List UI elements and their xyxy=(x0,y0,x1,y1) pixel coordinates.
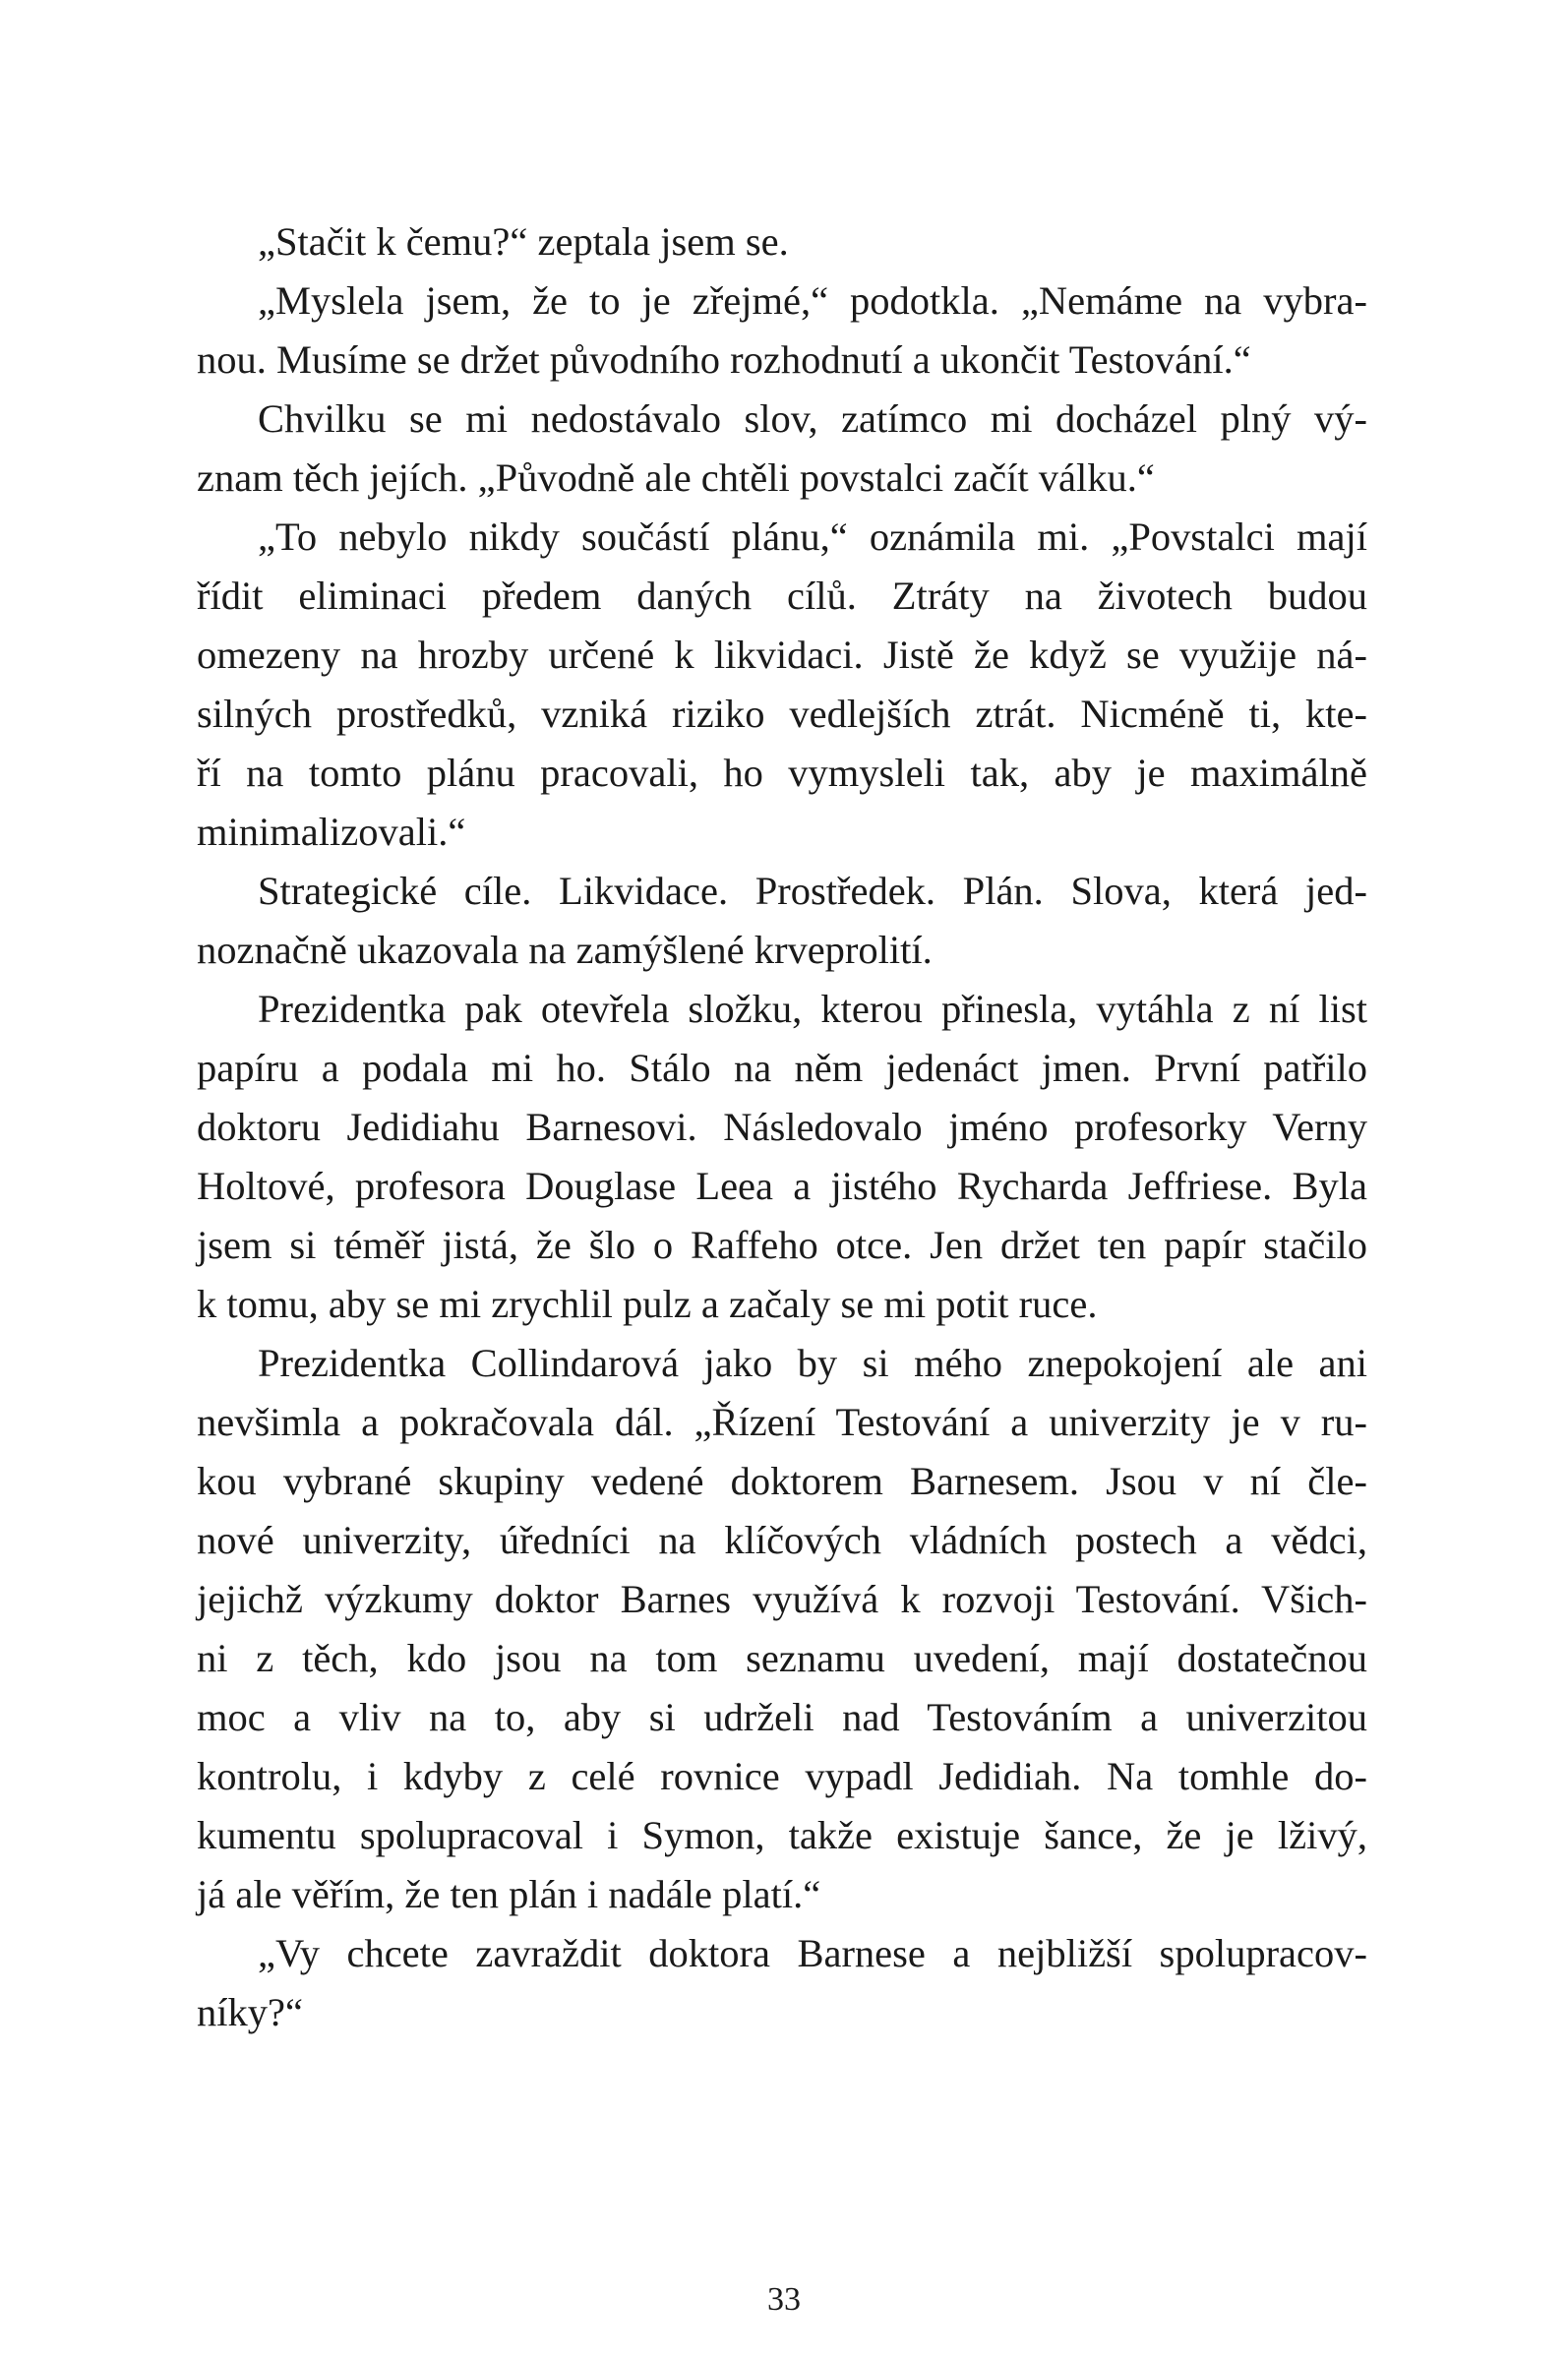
text-line: nové univerzity, úředníci na klíčových vládních postech a vědci, xyxy=(197,1518,1367,1562)
text-line: doktoru Jedidiahu Barnesovi. Následovalo jméno profesorky Verny xyxy=(197,1105,1367,1149)
text-line: Strategické cíle. Likvidace. Prostředek. Plán. Slova, která jed- xyxy=(258,869,1367,913)
text-line: noznačně ukazovala na zamýšlené krveprolití. xyxy=(197,928,933,972)
text-line: „Stačit k čemu?“ zeptala jsem se. xyxy=(258,219,789,264)
text-line: znam těch jejích. „Původně ale chtěli povstalci začít válku.“ xyxy=(197,455,1155,500)
page-number: 33 xyxy=(767,2281,801,2318)
text-line: nevšimla a pokračovala dál. „Řízení Testování a univerzity je v ru- xyxy=(197,1400,1367,1444)
text-line: Prezidentka pak otevřela složku, kterou přinesla, vytáhla z ní list xyxy=(258,987,1367,1031)
text-line: řídit eliminaci předem daných cílů. Ztráty na životech budou xyxy=(197,574,1367,618)
text-line: omezeny na hrozby určené k likvidaci. Jistě že když se využije ná- xyxy=(197,633,1367,677)
text-line: já ale věřím, že ten plán i nadále platí.“ xyxy=(197,1872,821,1916)
text-line: papíru a podala mi ho. Stálo na něm jedenáct jmen. První patřilo xyxy=(197,1046,1367,1090)
text-line: ří na tomto plánu pracovali, ho vymysleli tak, aby je maximálně xyxy=(197,751,1367,795)
text-line: kontrolu, i kdyby z celé rovnice vypadl Jedidiah. Na tomhle do- xyxy=(197,1754,1367,1798)
text-line: kumentu spolupracoval i Symon, takže existuje šance, že je lživý, xyxy=(197,1813,1367,1857)
text-line: Holtové, profesora Douglase Leea a jistého Rycharda Jeffriese. Byla xyxy=(197,1164,1367,1208)
text-line: níky?“ xyxy=(197,1990,303,2034)
text-line: Chvilku se mi nedostávalo slov, zatímco mi docházel plný vý- xyxy=(258,396,1367,441)
text-line: jsem si téměř jistá, že šlo o Raffeho otce. Jen držet ten papír stačilo xyxy=(197,1223,1367,1267)
text-line: ni z těch, kdo jsou na tom seznamu uvedení, mají dostatečnou xyxy=(197,1636,1367,1680)
text-line: nou. Musíme se držet původního rozhodnutí a ukončit Testování.“ xyxy=(197,337,1251,382)
text-line: jejichž výzkumy doktor Barnes využívá k rozvoji Testování. Všich- xyxy=(197,1577,1367,1621)
text-line: moc a vliv na to, aby si udrželi nad Testováním a univerzitou xyxy=(197,1695,1367,1739)
text-line: k tomu, aby se mi zrychlil pulz a začaly se mi potit ruce. xyxy=(197,1282,1098,1326)
text-line: minimalizovali.“ xyxy=(197,810,466,854)
body-text xyxy=(197,212,1367,2042)
text-line: „Myslela jsem, že to je zřejmé,“ podotkla. „Nemáme na vybra- xyxy=(258,278,1367,323)
text-line: kou vybrané skupiny vedené doktorem Barnesem. Jsou v ní čle- xyxy=(197,1459,1367,1503)
text-line: silných prostředků, vzniká riziko vedlejších ztrát. Nicméně ti, kte- xyxy=(197,692,1367,736)
text-line: „Vy chcete zavraždit doktora Barnese a nejbližší spolupracov- xyxy=(258,1931,1367,1975)
text-line: Prezidentka Collindarová jako by si mého znepokojení ale ani xyxy=(258,1341,1367,1385)
text-line: „To nebylo nikdy součástí plánu,“ oznámila mi. „Povstalci mají xyxy=(258,514,1367,559)
